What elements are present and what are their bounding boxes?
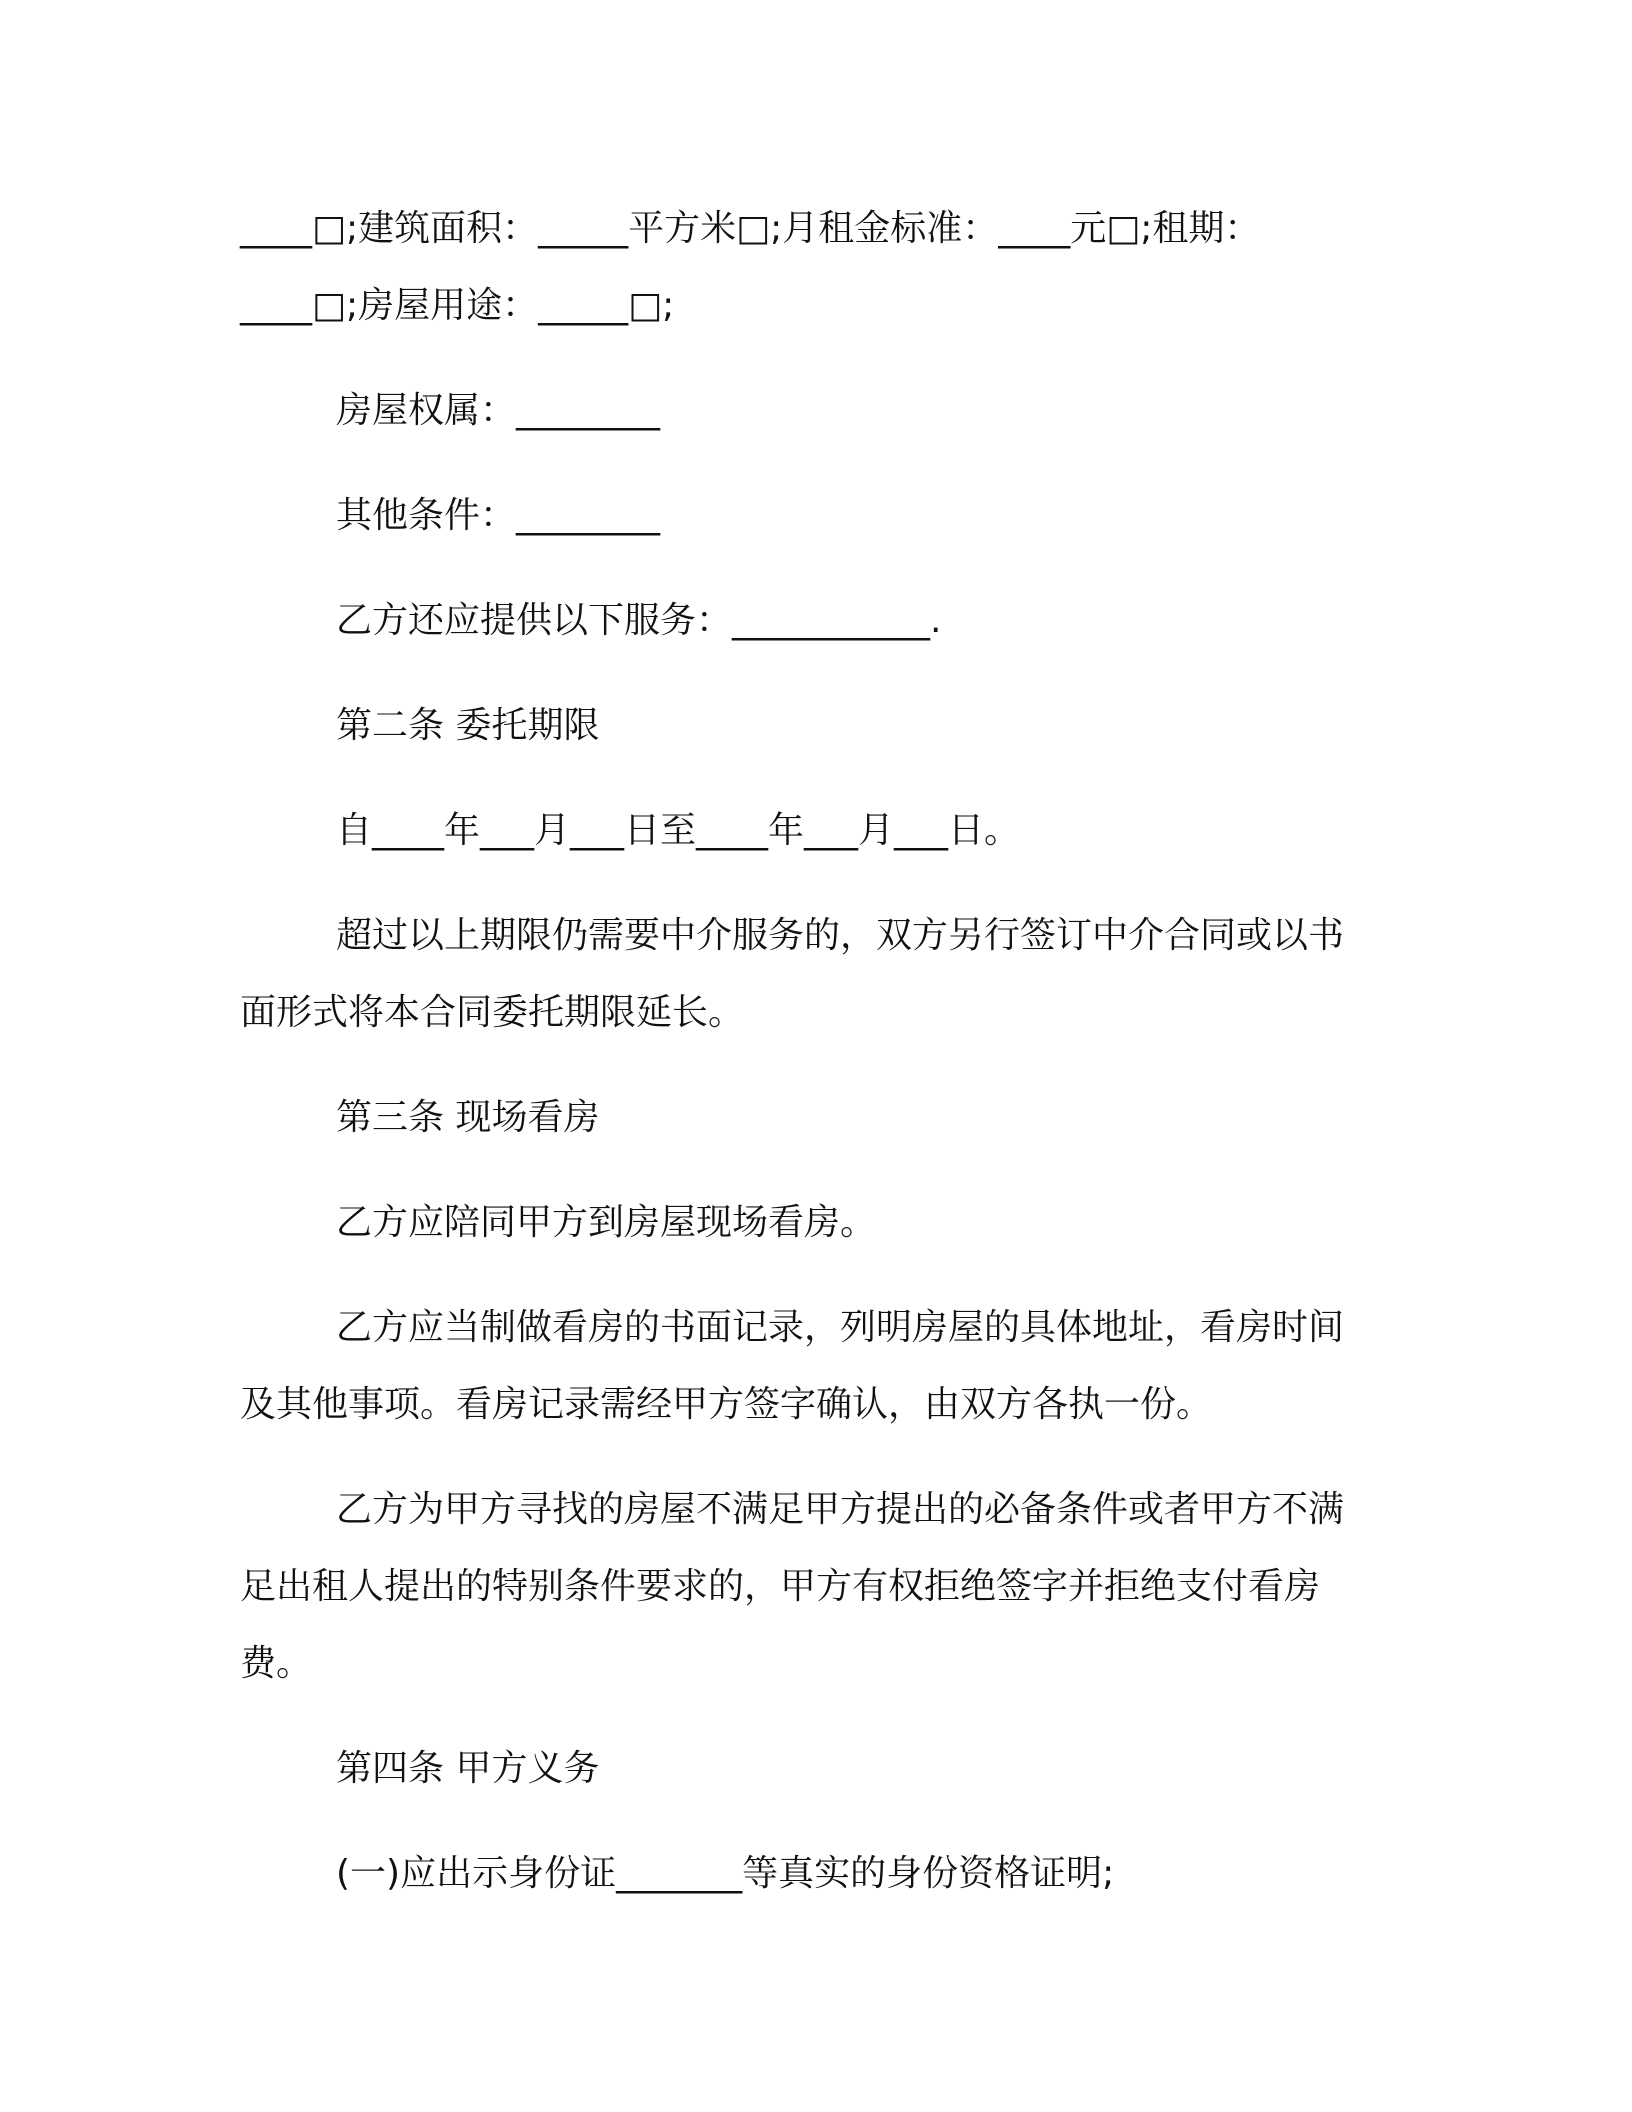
document-body [240,190,1380,1912]
article3-heading: 第三条 现场看房 [336,1097,600,1138]
article3-accompany: 乙方应陪同甲方到房屋现场看房。 [336,1202,877,1243]
article4-heading: 第四条 甲方义务 [336,1748,600,1789]
article3-refuse-line2: 足出租人提出的特别条件要求的，甲方有权拒绝签字并拒绝支付看房 [240,1566,1321,1607]
article3-refuse-line1: 乙方为甲方寻找的房屋不满足甲方提出的必备条件或者甲方不满 [336,1489,1345,1530]
article2-extension-line2: 面形式将本合同委托期限延长。 [240,992,745,1033]
article2-extension-line1: 超过以上期限仍需要中介服务的，双方另行签订中介合同或以书 [336,915,1345,956]
article3-record-line1: 乙方应当制做看房的书面记录，列明房屋的具体地址，看房时间 [336,1307,1345,1348]
article3-refuse-line3: 费。 [240,1643,313,1684]
other-conditions-field: 其他条件：________ [336,495,661,536]
additional-services-field: 乙方还应提供以下服务：___________. [336,600,942,641]
article2-heading: 第二条 委托期限 [336,705,600,746]
article3-record-line2: 及其他事项。看房记录需经甲方签字确认，由双方各执一份。 [240,1384,1213,1425]
property-details-line2: ____□;房屋用途：_____□; [240,285,675,326]
article4-item1: (一)应出示身份证_______等真实的身份资格证明; [336,1853,1115,1894]
article2-period: 自____年___月___日至____年___月___日。 [336,810,1020,851]
ownership-field: 房屋权属：________ [336,390,661,431]
property-details-line1: ____□;建筑面积：_____平方米□;月租金标准：____元□;租期： [240,208,1261,249]
